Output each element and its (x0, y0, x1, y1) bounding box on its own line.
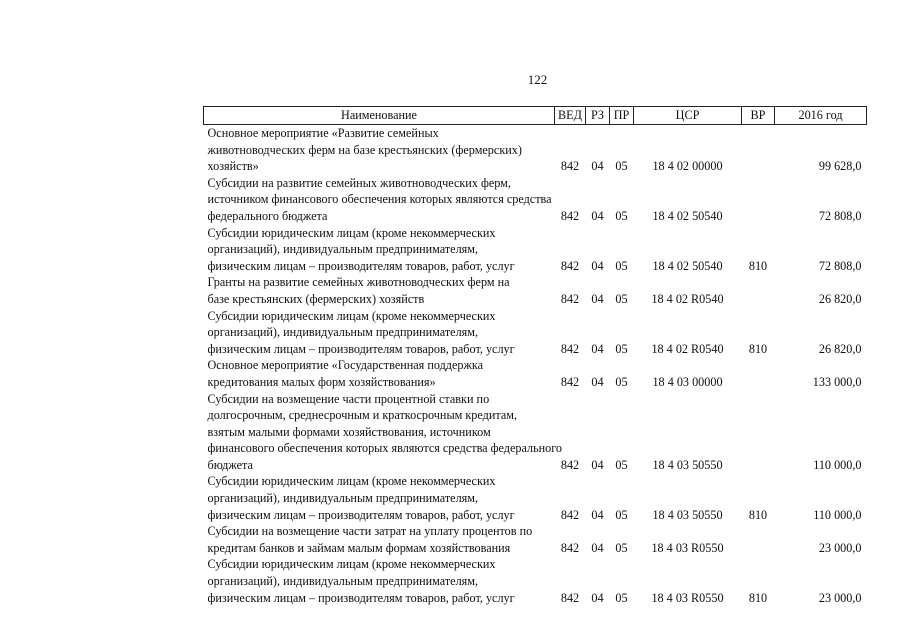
row-csr: 18 4 03 00000 (652, 374, 723, 389)
row-vr (742, 274, 775, 307)
row-ved: 842 (560, 208, 580, 223)
row-ved: 842 (560, 507, 580, 522)
row-name-line: Субсидии на развитие семейных животноводческих ферм, (207, 175, 511, 190)
row-name-line: организаций), индивидуальным предпринимателям, (207, 491, 479, 506)
page-number: 122 (527, 72, 548, 87)
row-sum: 110 000,0 (813, 507, 862, 522)
row-pr: 05 (615, 291, 628, 306)
row-rz: 04 (591, 341, 604, 356)
row-name (204, 523, 555, 556)
row-name-line: Основное мероприятие «Государственная поддержка (207, 358, 484, 373)
row-pr: 05 (615, 208, 628, 223)
row-vr (742, 391, 775, 474)
row-rz: 04 (591, 374, 604, 389)
row-name-line: федерального бюджета (207, 208, 328, 223)
row-rz: 04 (591, 507, 604, 522)
row-name-line: кредитования малых форм хозяйствования» (207, 374, 436, 389)
row-pr: 05 (615, 159, 628, 174)
row-csr: 18 4 03 R0550 (651, 540, 724, 555)
row-csr: 18 4 03 50550 (652, 507, 723, 522)
row-name-line: финансового обеспечения которых являются средства федерального (207, 441, 563, 456)
row-pr: 05 (615, 590, 628, 605)
row-pr: 05 (615, 341, 628, 356)
row-csr: 18 4 03 R0550 (651, 590, 724, 605)
row-name-line: кредитам банков и займам малым формам хозяйствования (207, 540, 511, 555)
table-row (204, 391, 867, 474)
row-csr: 18 4 02 00000 (652, 159, 723, 174)
header-name: Наименование (204, 107, 555, 125)
row-pr: 05 (615, 540, 628, 555)
table-row (204, 556, 867, 606)
row-vr (742, 357, 775, 390)
row-vr: 810 (748, 507, 768, 522)
row-ved: 842 (560, 540, 580, 555)
row-name (204, 556, 555, 606)
row-name-line: Субсидии юридическим лицам (кроме некоммерческих (207, 308, 496, 323)
row-csr: 18 4 02 R0540 (651, 291, 724, 306)
row-ved: 842 (560, 457, 580, 472)
row-rz: 04 (591, 540, 604, 555)
table-row (204, 225, 867, 275)
row-rz: 04 (591, 590, 604, 605)
row-pr: 05 (615, 507, 628, 522)
row-name (204, 175, 555, 225)
row-sum: 133 000,0 (812, 374, 862, 389)
header-ved: ВЕД (555, 107, 586, 125)
row-name (204, 225, 555, 275)
row-ved: 842 (560, 258, 580, 273)
table-row (204, 308, 867, 358)
row-name-line: Субсидии юридическим лицам (кроме некоммерческих (207, 557, 496, 572)
row-ved: 842 (560, 590, 580, 605)
row-sum: 26 820,0 (818, 291, 862, 306)
header-rz: РЗ (586, 107, 610, 125)
row-vr (742, 125, 775, 175)
row-rz: 04 (591, 457, 604, 472)
row-sum: 99 628,0 (818, 159, 862, 174)
row-name (204, 125, 555, 175)
row-ved: 842 (560, 159, 580, 174)
row-name-line: базе крестьянских (фермерских) хозяйств (207, 291, 425, 306)
row-vr (742, 523, 775, 556)
row-name-line: Субсидии юридическим лицам (кроме некоммерческих (207, 474, 496, 489)
table-row (204, 473, 867, 523)
row-name-line: Субсидии на возмещение части затрат на уплату процентов по (207, 524, 533, 539)
row-name-line: Субсидии на возмещение части процентной ставки по (207, 391, 490, 406)
row-name-line: физическим лицам – производителям товаров, работ, услуг (207, 590, 515, 605)
row-csr: 18 4 02 50540 (652, 208, 723, 223)
row-csr: 18 4 02 50540 (652, 258, 723, 273)
row-name-line: физическим лицам – производителям товаров, работ, услуг (207, 341, 515, 356)
row-name-line: физическим лицам – производителям товаров, работ, услуг (207, 507, 515, 522)
row-vr: 810 (748, 590, 768, 605)
row-name-line: хозяйств» (207, 159, 259, 174)
row-sum: 72 808,0 (818, 208, 862, 223)
table-header-row (204, 107, 867, 125)
row-name-line: организаций), индивидуальным предпринимателям, (207, 325, 479, 340)
table-row (204, 175, 867, 225)
row-name (204, 308, 555, 358)
row-pr: 05 (615, 457, 628, 472)
row-pr: 05 (615, 258, 628, 273)
row-name-line: источником финансового обеспечения которых являются средства (207, 192, 552, 207)
row-csr: 18 4 03 50550 (652, 457, 723, 472)
row-vr: 810 (748, 341, 768, 356)
row-rz: 04 (591, 208, 604, 223)
row-name-line: Гранты на развитие семейных животноводческих ферм на (207, 275, 510, 290)
row-name-line: физическим лицам – производителям товаров, работ, услуг (207, 258, 515, 273)
table-row (204, 274, 867, 307)
table-row (204, 357, 867, 390)
row-name-line: долгосрочным, среднесрочным и краткосрочным кредитам, (207, 408, 518, 423)
row-ved: 842 (560, 374, 580, 389)
row-sum: 26 820,0 (818, 341, 862, 356)
row-sum: 110 000,0 (813, 457, 862, 472)
row-name-line: Основное мероприятие «Развитие семейных (207, 126, 439, 140)
row-name (204, 473, 555, 523)
row-name (204, 391, 563, 474)
row-name-line: взятым малыми формами хозяйствования, источником (207, 424, 491, 439)
row-name (204, 274, 555, 307)
row-name-line: бюджета (207, 457, 253, 472)
row-csr: 18 4 02 R0540 (651, 341, 724, 356)
row-ved: 842 (560, 291, 580, 306)
row-name-line: организаций), индивидуальным предпринимателям, (207, 242, 479, 257)
row-vr: 810 (748, 258, 768, 273)
row-sum: 72 808,0 (818, 258, 862, 273)
row-rz: 04 (591, 291, 604, 306)
row-rz: 04 (591, 159, 604, 174)
header-pr: ПР (610, 107, 634, 125)
row-name-line: Субсидии юридическим лицам (кроме некоммерческих (207, 225, 496, 240)
header-csr: ЦСР (634, 107, 742, 125)
row-rz: 04 (591, 258, 604, 273)
row-name-line: организаций), индивидуальным предпринимателям, (207, 574, 479, 589)
table-row (204, 125, 867, 175)
header-year: 2016 год (775, 107, 867, 125)
budget-table (203, 106, 867, 606)
header-vr: ВР (742, 107, 775, 125)
row-sum: 23 000,0 (818, 590, 862, 605)
table-row (204, 523, 867, 556)
row-ved: 842 (560, 341, 580, 356)
row-pr: 05 (615, 374, 628, 389)
table-body (204, 125, 867, 607)
row-sum: 23 000,0 (818, 540, 862, 555)
row-name (204, 357, 555, 390)
row-vr (742, 175, 775, 225)
row-name-line: животноводческих ферм на базе крестьянских (фермерских) (207, 142, 522, 157)
